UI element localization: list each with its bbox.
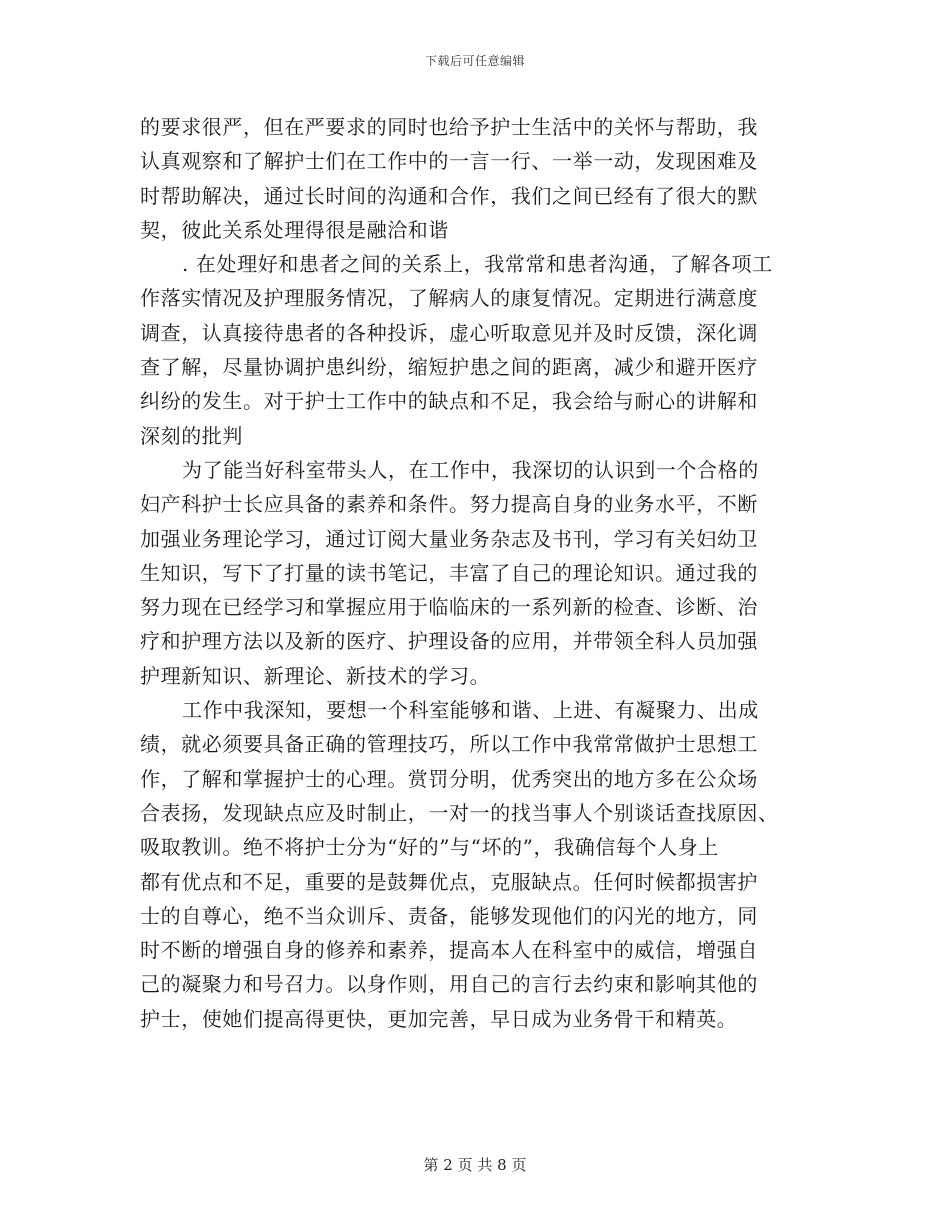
paragraph-2 — [140, 247, 800, 453]
text-line: 工作中我深知，要想一个科室能够和谐、上进、有凝聚力、出成 — [182, 698, 759, 723]
text-line: 深刻的批判 — [140, 423, 243, 448]
text-line: 加强业务理论学习，通过订阅大量业务杂志及书刊，学习有关妇幼卫 — [140, 526, 758, 551]
text-line: 护理新知识、新理论、新技术的学习。 — [140, 663, 491, 688]
text-line: 合表扬，发现缺点应及时制止，一对一的找当事人个别谈话查找原因、 — [140, 800, 779, 825]
text-line: 查了解，尽量协调护患纠纷，缩短护患之间的距离，减少和避开医疗 — [140, 355, 758, 380]
paragraph-4 — [140, 693, 800, 1036]
text-line: 生知识，写下了打量的读书笔记，丰富了自己的理论知识。通过我的 — [140, 560, 758, 585]
paragraph-3 — [140, 453, 800, 693]
page-number-footer: 第 2 页 共 8 页 — [423, 1156, 527, 1174]
text-line: 绩，就必须要具备正确的管理技巧，所以工作中我常常做护士思想工 — [140, 732, 758, 757]
page-header: 下载后可任意编辑 — [424, 54, 525, 68]
text-line: 契，彼此关系处理得很是融洽和谐 — [140, 217, 449, 242]
text-line: 妇产科护士长应具备的素养和条件。努力提高自身的业务水平，不断 — [140, 492, 758, 517]
text-line: 护士，使她们提高得更快，更加完善，早日成为业务骨干和精英。 — [140, 1006, 738, 1031]
text-line: 士的自尊心，绝不当众训斥、责备，能够发现他们的闪光的地方，同 — [140, 903, 758, 928]
text-line: 作，了解和掌握护士的心理。赏罚分明，优秀突出的地方多在公众场 — [140, 766, 758, 791]
text-line: 为了能当好科室带头人，在工作中，我深切的认识到一个合格的 — [182, 457, 759, 482]
text-line: 时不断的增强自身的修养和素养，提高本人在科室中的威信，增强自 — [140, 938, 758, 963]
text-line: . 在处理好和患者之间的关系上，我常常和患者沟通，了解各项工 — [182, 252, 773, 277]
document-body — [140, 110, 800, 1036]
text-line: 都有优点和不足，重要的是鼓舞优点，克服缺点。任何时候都损害护 — [140, 869, 758, 894]
text-line: 的要求很严，但在严要求的同时也给予护士生活中的关怀与帮助，我 — [140, 115, 758, 139]
text-line: 时帮助解决，通过长时间的沟通和合作，我们之间已经有了很大的默 — [140, 183, 758, 208]
text-line: 吸取教训。绝不将护士分为“好的”与“坏的”，我确信每个人身上 — [140, 835, 719, 860]
text-line: 调查，认真接待患者的各种投诉，虚心听取意见并及时反馈，深化调 — [140, 320, 758, 345]
text-line: 作落实情况及护理服务情况，了解病人的康复情况。定期进行满意度 — [140, 286, 758, 311]
text-line: 努力现在已经学习和掌握应用于临临床的一系列新的检查、诊断、治 — [140, 595, 758, 620]
text-line: 疗和护理方法以及新的医疗、护理设备的应用，并带领全科人员加强 — [140, 629, 758, 654]
text-line: 己的凝聚力和号召力。以身作则，用自己的言行去约束和影响其他的 — [140, 972, 758, 997]
paragraph-1 — [140, 110, 800, 247]
text-line: 认真观察和了解护士们在工作中的一言一行、一举一动，发现困难及 — [140, 149, 758, 174]
text-line: 纠纷的发生。对于护士工作中的缺点和不足，我会给与耐心的讲解和 — [140, 389, 758, 414]
